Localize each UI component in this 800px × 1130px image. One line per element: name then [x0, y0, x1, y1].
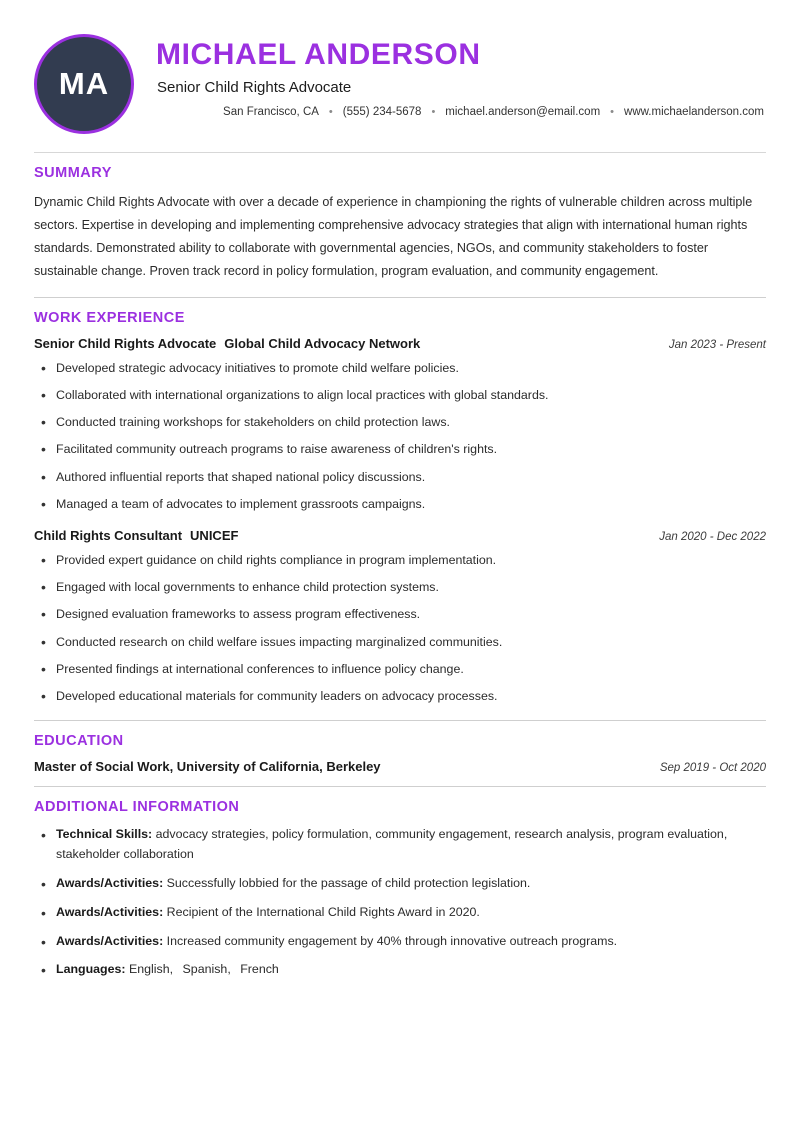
list-item: • Facilitated community outreach programs to raise awareness of children's rights. — [34, 440, 766, 459]
education-entry — [34, 759, 766, 774]
header-text-block — [134, 30, 766, 118]
section-title-education: EDUCATION — [34, 733, 124, 750]
language-item: Spanish, — [182, 962, 231, 977]
experience-role-company — [34, 336, 420, 351]
experience-entry — [34, 528, 766, 706]
experience-entry — [34, 336, 766, 514]
experience-role: Senior Child Rights Advocate — [34, 335, 217, 351]
section-additional-information — [34, 787, 766, 980]
languages-label: Languages: — [56, 962, 126, 977]
experience-bullet-list — [34, 359, 766, 514]
experience-dates: Jan 2023 - Present — [668, 338, 766, 351]
summary-text: Dynamic Child Rights Advocate with over a decade of experience in championing the rights of vulnerable children across multiple sectors. Expertise in developing and implementing comprehensive advocacy strategies that align with international human rights standards. Demonstrated ability to collaborate with governmental agencies, NGOs, and community stakeholders to foster sustainable change. Proven track record in policy formulation, program evaluation, and community engagement. — [34, 195, 753, 278]
contact-phone[interactable]: (555) 234-5678 — [342, 105, 422, 118]
list-item: • Developed strategic advocacy initiatives to promote child welfare policies. — [34, 359, 766, 378]
experience-bullet-list — [34, 551, 766, 706]
list-item: • Provided expert guidance on child rights compliance in program implementation. — [34, 551, 766, 570]
list-item-languages — [34, 960, 766, 980]
list-item — [34, 903, 766, 923]
language-item: French — [240, 962, 279, 977]
language-item: English, — [129, 962, 174, 977]
additional-value: Recipient of the International Child Rights Award in 2020. — [166, 904, 480, 919]
education-degree: Master of Social Work, University of California, Berkeley — [34, 759, 381, 775]
list-item — [34, 932, 766, 952]
list-item — [34, 874, 766, 894]
contact-location: San Francisco, CA — [223, 105, 319, 118]
list-item: • Conducted training workshops for stakeholders on child protection laws. — [34, 413, 766, 432]
experience-entry-header — [34, 528, 766, 543]
experience-company: UNICEF — [190, 527, 239, 543]
section-title-summary: SUMMARY — [34, 165, 112, 181]
list-item: • Presented findings at international conferences to influence policy change. — [34, 660, 766, 679]
list-item: • Managed a team of advocates to implement grassroots campaigns. — [34, 495, 766, 514]
additional-label: Awards/Activities: — [56, 875, 164, 890]
page-title: MICHAEL ANDERSON — [156, 38, 481, 71]
experience-role-company — [34, 528, 238, 543]
experience-company: Global Child Advocacy Network — [224, 335, 421, 351]
contact-row — [154, 106, 766, 118]
additional-label: Technical Skills: — [56, 827, 153, 842]
section-education — [34, 721, 766, 774]
additional-label: Awards/Activities: — [56, 904, 164, 919]
additional-value: advocacy strategies, policy formulation, community engagement, research analysis, program evaluation, stakeholder collaboration — [56, 827, 728, 862]
list-item — [34, 825, 766, 865]
section-title-work-experience: WORK EXPERIENCE — [34, 309, 185, 326]
experience-dates: Jan 2020 - Dec 2022 — [659, 530, 766, 543]
additional-list — [34, 825, 766, 980]
avatar — [34, 34, 134, 134]
contact-separator-icon: • — [610, 105, 615, 118]
education-dates: Sep 2019 - Oct 2020 — [659, 762, 766, 775]
list-item: • Conducted research on child welfare issues impacting marginalized communities. — [34, 633, 766, 652]
experience-entry-header — [34, 336, 766, 351]
list-item: • Engaged with local governments to enhance child protection systems. — [34, 578, 766, 597]
section-work-experience — [34, 298, 766, 707]
header-job-title: Senior Child Rights Advocate — [157, 78, 352, 96]
list-item: • Designed evaluation frameworks to assess program effectiveness. — [34, 605, 766, 624]
contact-separator-icon: • — [431, 105, 436, 118]
list-item: • Authored influential reports that shaped national policy discussions. — [34, 468, 766, 487]
additional-label: Awards/Activities: — [56, 933, 164, 948]
experience-role: Child Rights Consultant — [34, 527, 183, 543]
additional-value: Increased community engagement by 40% through innovative outreach programs. — [166, 933, 618, 948]
list-item: • Collaborated with international organizations to align local practices with global standards. — [34, 386, 766, 405]
resume-header — [34, 24, 766, 144]
contact-separator-icon: • — [328, 105, 333, 118]
section-summary — [34, 153, 766, 283]
list-item: • Developed educational materials for community leaders on advocacy processes. — [34, 687, 766, 706]
avatar-initials: MA — [58, 66, 110, 101]
contact-website[interactable]: www.michaelanderson.com — [624, 105, 764, 118]
contact-email[interactable]: michael.anderson@email.com — [445, 105, 601, 118]
additional-value: Successfully lobbied for the passage of child protection legislation. — [166, 875, 531, 890]
section-title-additional-information: ADDITIONAL INFORMATION — [34, 799, 240, 816]
